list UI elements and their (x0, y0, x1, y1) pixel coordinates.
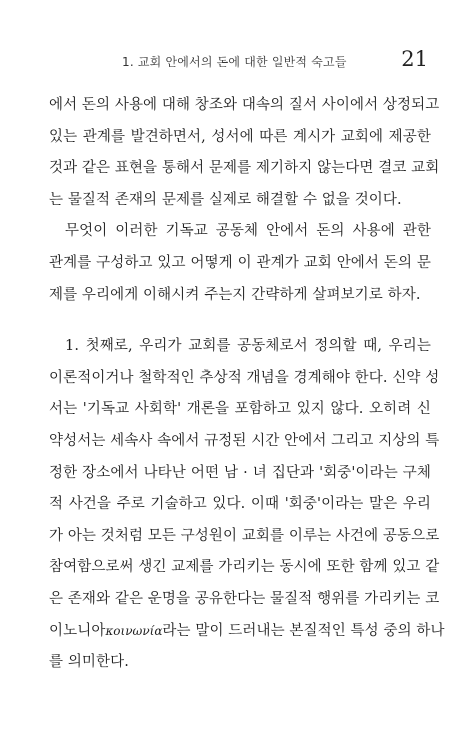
running-header (40, 47, 432, 77)
paragraph-gap (49, 311, 431, 331)
text-line: 것과 같은 표현을 통해서 문제를 제기하지 않는다면 결코 교회 (49, 160, 440, 177)
text-line: 관계를 구성하고 있고 어떻게 이 관계가 교회 안에서 돈의 문 (49, 254, 431, 271)
paragraph-intro (49, 216, 431, 311)
text-line: 이론적이거나 철학적인 추상적 개념을 경계해야 한다. 신약 성 (49, 369, 440, 386)
text-line: 있는 관계를 발견하면서, 성서에 따른 계시가 교회에 제공한 (49, 128, 431, 145)
text-line: 에서 돈의 사용에 대해 창조와 대속의 질서 사이에서 상정되고 (49, 97, 440, 113)
text-line: 제를 우리에게 이해시켜 주는지 간략하게 살펴보기로 하자. (49, 286, 421, 303)
chapter-running-title: 1. 교회 안에서의 돈에 대한 일반적 숙고들 (122, 55, 347, 69)
text-fragment: 라는 말이 드러내는 본질적인 특성 중의 하나 (162, 622, 445, 639)
text-line: 서는 '기독교 사회학' 개론을 포함하고 있지 않다. 오히려 신 (49, 401, 431, 418)
page-number: 21 (401, 47, 428, 71)
text-line: 를 의미한다. (49, 654, 129, 671)
greek-term: κοινωνία (105, 623, 163, 638)
text-line: 는 물질적 존재의 문제를 실제로 해결할 수 없을 것이다. (49, 191, 402, 208)
text-line: 정한 장소에서 나타난 어떤 남 · 녀 집단과 '회중'이라는 구체 (49, 464, 431, 481)
text-line: 가 아는 것처럼 모든 구성원이 교회를 이루는 사건에 공동으로 (49, 527, 440, 544)
text-line: 약성서는 세속사 속에서 규정된 시간 안에서 그리고 지상의 특 (49, 432, 440, 449)
paragraph-continuation (49, 90, 440, 216)
text-line: 은 존재와 같은 운명을 공유한다는 물질적 행위를 가리키는 코 (49, 590, 440, 607)
text-line: 참여함으로써 생긴 교제를 가리키는 동시에 또한 함께 있고 같 (49, 559, 440, 576)
text-fragment: 이노니아 (49, 622, 106, 639)
text-line: 적 사건을 주로 기술하고 있다. 이때 '회중'이라는 말은 우리 (49, 496, 431, 513)
text-line-with-greek (49, 616, 445, 648)
paragraph-point-one (49, 331, 445, 679)
text-line: 1. 첫째로, 우리가 교회를 공동체로서 정의할 때, 우리는 (65, 338, 431, 355)
body-text (49, 90, 445, 679)
text-line: 무엇이 이러한 기독교 공동체 안에서 돈의 사용에 관한 (65, 223, 431, 240)
